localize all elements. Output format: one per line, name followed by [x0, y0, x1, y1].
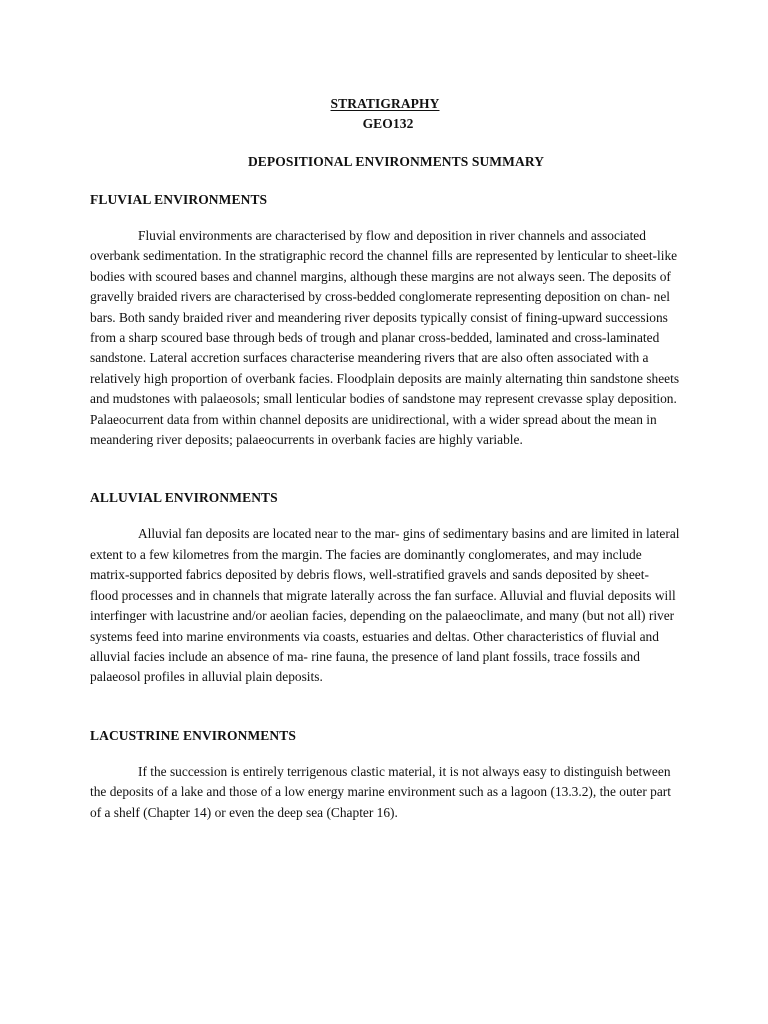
- course-code: GEO132: [362, 116, 414, 131]
- section-heading-alluvial: ALLUVIAL ENVIRONMENTS: [90, 490, 278, 506]
- section-heading-fluvial: FLUVIAL ENVIRONMENTS: [90, 192, 268, 207]
- section-heading-lacustrine: LACUSTRINE ENVIRONMENTS: [90, 727, 296, 743]
- section-paragraph-alluvial: Alluvial fan deposits are located near to the mar- gins of sedimentary basins and are limited in lateral extent to a few kilometres from the margin. The facies are dominantly conglomerates, and may include matrix-supported fabrics deposited by debris flows, well-stratified gravels and sands deposited by sheet- flood processes and in channels that migrate laterally across the fan surface. Alluvial and fluvial deposits will interfinger with lacustrine and/or aeolian facies, depending on the palaeoclimate, and many (but not all) river systems feed into marine environments via coasts, estuaries and deltas. Other characteristics of fluvial and alluvial facies include an absence of ma- rine fauna, the presence of land plant fossils, trace fossils and palaeosol profiles in alluvial plain deposits.: [90, 526, 680, 685]
- document-page: [90, 94, 680, 994]
- section-paragraph-lacustrine: If the succession is entirely terrigenous clastic material, it is not always easy to distinguish between the deposits of a lake and those of a low energy marine environment such as a lagoon (13.3.2), the outer part of a shelf (Chapter 14) or even the deep sea (Chapter 16).: [90, 763, 671, 820]
- page-title: STRATIGRAPHY: [330, 96, 440, 111]
- section-paragraph-fluvial: Fluvial environments are characterised by flow and deposition in river channels and associated overbank sedimentation. In the stratigraphic record the channel fills are represented by lenticular to sheet-like bodies with scoured bases and channel margins, although these margins are not always seen. The deposits of gravelly braided rivers are characterised by cross-bedded conglomerate representing deposition on chan- nel bars. Both sandy braided river and meandering river deposits typically consist of fining-upward successions from a sharp scoured base through beds of trough and planar cross-bedded, laminated and cross-laminated sandstone. Lateral accretion surfaces characterise meandering rivers that are also often associated with a relatively high proportion of overbank facies. Floodplain deposits are mainly alternating thin sandstone sheets and mudstones with palaeosols; small lenticular bodies of sandstone may represent crevasse splay deposition. Palaeocurrent data from within channel deposits are unidirectional, with a wider spread about the mean in meandering river deposits; palaeocurrents in overbank facies are highly variable.: [90, 228, 680, 448]
- document-title: DEPOSITIONAL ENVIRONMENTS SUMMARY: [247, 154, 545, 169]
